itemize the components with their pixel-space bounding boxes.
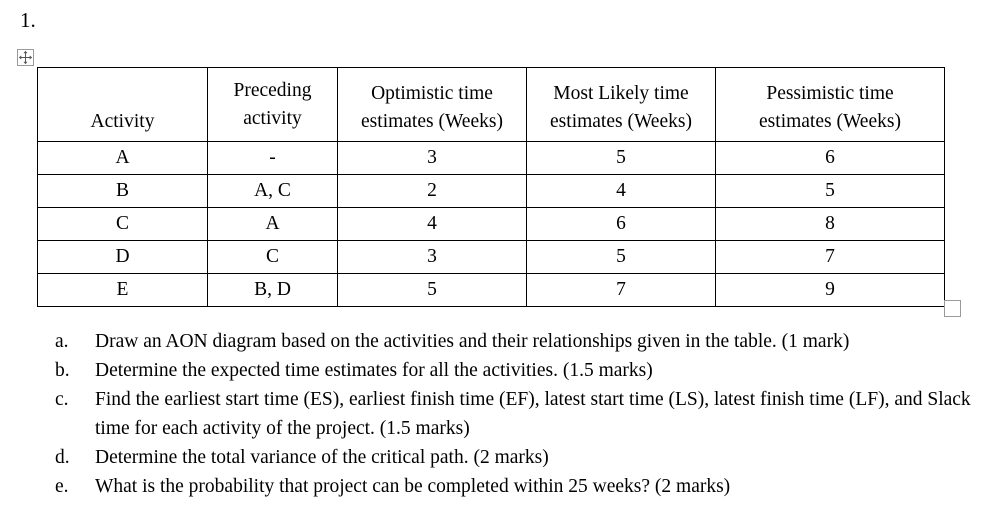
cell-pessimistic: 8 [716,208,945,241]
list-item [55,327,995,356]
cell-activity: E [38,274,208,307]
question-label: a. [55,331,69,352]
cell-preceding: B, D [208,274,338,307]
question-label: d. [55,447,70,468]
header-most-likely-line2: estimates (Weeks) [550,111,692,132]
question-label: b. [55,360,70,381]
cell-preceding: C [208,241,338,274]
cell-most-likely: 4 [527,175,716,208]
cell-optimistic: 4 [338,208,527,241]
question-text: Find the earliest start time (ES), earliest finish time (EF), latest start time (LS), latest finish time (LF), and Slack time for each activity of the project. (1.5 marks) [95,389,971,439]
header-optimistic [338,68,527,142]
question-text: Draw an AON diagram based on the activities and their relationships given in the table. (1 mark) [95,331,850,352]
table-resize-handle[interactable] [944,300,961,317]
cell-activity: D [38,241,208,274]
table-header-row [38,68,945,142]
header-pessimistic-line2: estimates (Weeks) [759,111,901,132]
header-preceding-line1: Preceding [233,79,312,101]
cell-most-likely: 5 [527,142,716,175]
cell-optimistic: 3 [338,142,527,175]
cell-pessimistic: 6 [716,142,945,175]
cell-activity: B [38,175,208,208]
list-item [55,385,995,443]
activity-time-table [37,67,945,307]
header-preceding [208,68,338,142]
cell-preceding: A, C [208,175,338,208]
cell-most-likely: 7 [527,274,716,307]
header-pessimistic [716,68,945,142]
move-arrows-icon [18,50,33,65]
header-most-likely [527,68,716,142]
cell-optimistic: 3 [338,241,527,274]
cell-optimistic: 2 [338,175,527,208]
header-pessimistic-line1: Pessimistic time [766,83,894,104]
list-item [55,356,995,385]
header-activity-label: Activity [90,111,155,132]
header-most-likely-line1: Most Likely time [553,83,689,104]
cell-most-likely: 5 [527,241,716,274]
list-item [55,472,995,501]
cell-preceding: A [208,208,338,241]
cell-activity: C [38,208,208,241]
table-row [38,241,945,274]
header-preceding-line2: activity [243,107,302,129]
header-optimistic-line1: Optimistic time [371,83,493,104]
cell-activity: A [38,142,208,175]
cell-preceding: - [208,142,338,175]
cell-pessimistic: 7 [716,241,945,274]
list-item [55,443,995,472]
cell-most-likely: 6 [527,208,716,241]
header-optimistic-line2: estimates (Weeks) [361,111,503,132]
question-text: Determine the expected time estimates for all the activities. (1.5 marks) [95,360,653,381]
cell-pessimistic: 9 [716,274,945,307]
question-list [55,327,995,501]
question-text: What is the probability that project can be completed within 25 weeks? (2 marks) [95,476,731,497]
cell-pessimistic: 5 [716,175,945,208]
table-row [38,142,945,175]
question-text: Determine the total variance of the critical path. (2 marks) [95,447,549,468]
header-activity [38,68,208,142]
table-move-handle[interactable] [17,49,34,66]
question-label: c. [55,389,69,410]
table-row [38,175,945,208]
question-number: 1. [20,8,36,32]
table-row [38,208,945,241]
question-label: e. [55,476,69,497]
cell-optimistic: 5 [338,274,527,307]
table-row [38,274,945,307]
